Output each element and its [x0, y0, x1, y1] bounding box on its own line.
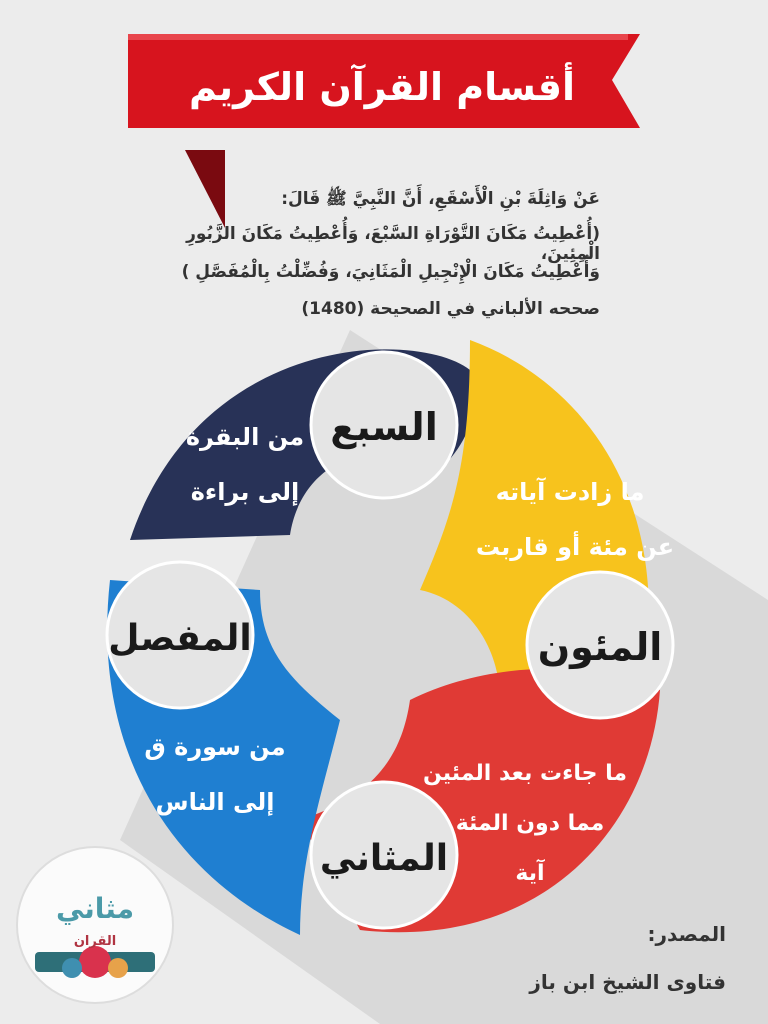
badge-mathani: [311, 782, 457, 928]
logo-circle: [17, 847, 173, 1003]
flower-icon: [62, 958, 82, 978]
hadith-reference: صححه الألباني في الصحيحة (1480): [301, 299, 600, 319]
banner-title: أقسام القرآن الكريم: [189, 65, 575, 109]
mathani-logo: [17, 847, 173, 1003]
badge-sabaa: [311, 352, 457, 498]
source-value: فتاوى الشيخ ابن باز: [529, 970, 726, 994]
badge-mioun: [527, 572, 673, 718]
hadith-line-2: (أُعْطِيتُ مَكَانَ التَّوْرَاةِ السَّبْعَ، وَأُعْطِيتُ مَكَانَ الزَّبُورِ الْمِئِينَ،: [186, 224, 600, 264]
flower-icon: [79, 946, 111, 978]
desc-sabaa-2: إلى براءة: [190, 478, 300, 506]
desc-sabaa-1: من البقرة: [185, 423, 305, 451]
desc-mioun-1: ما زادت آياته: [495, 478, 645, 506]
badge-label: السبع: [330, 405, 438, 449]
logo-word-1: مثاني: [55, 892, 135, 925]
hadith-line-3: وَأُعْطِيتُ مَكَانَ الْإِنْجِيلِ الْمَثَانِيَ، وَفُضِّلْتُ بِالْمُفَصَّلِ ): [181, 262, 600, 282]
badge-label: المثاني: [319, 838, 449, 879]
desc-mufassal-2: إلى الناس: [155, 788, 275, 816]
desc-mathani-1: ما جاءت بعد المئين: [422, 761, 628, 786]
logo-word-2: القران: [73, 934, 117, 949]
desc-mioun-2: عن مئة أو قاربت: [475, 533, 675, 561]
badge-mufassal: [107, 562, 253, 708]
banner-highlight: [128, 34, 628, 40]
badge-label: المئون: [537, 625, 663, 669]
badge-label: المفصل: [108, 618, 252, 659]
desc-mathani-2: مما دون المئة: [455, 811, 605, 836]
source-label: المصدر:: [647, 922, 726, 946]
flower-icon: [108, 958, 128, 978]
desc-mufassal-1: من سورة ق: [144, 733, 286, 761]
hadith-line-1: عَنْ وَاثِلَةَ بْنِ الْأَسْقَعِ، أَنَّ النَّبِيَّ ﷺ قَالَ:: [281, 189, 600, 209]
desc-mathani-3: آية: [515, 861, 545, 886]
